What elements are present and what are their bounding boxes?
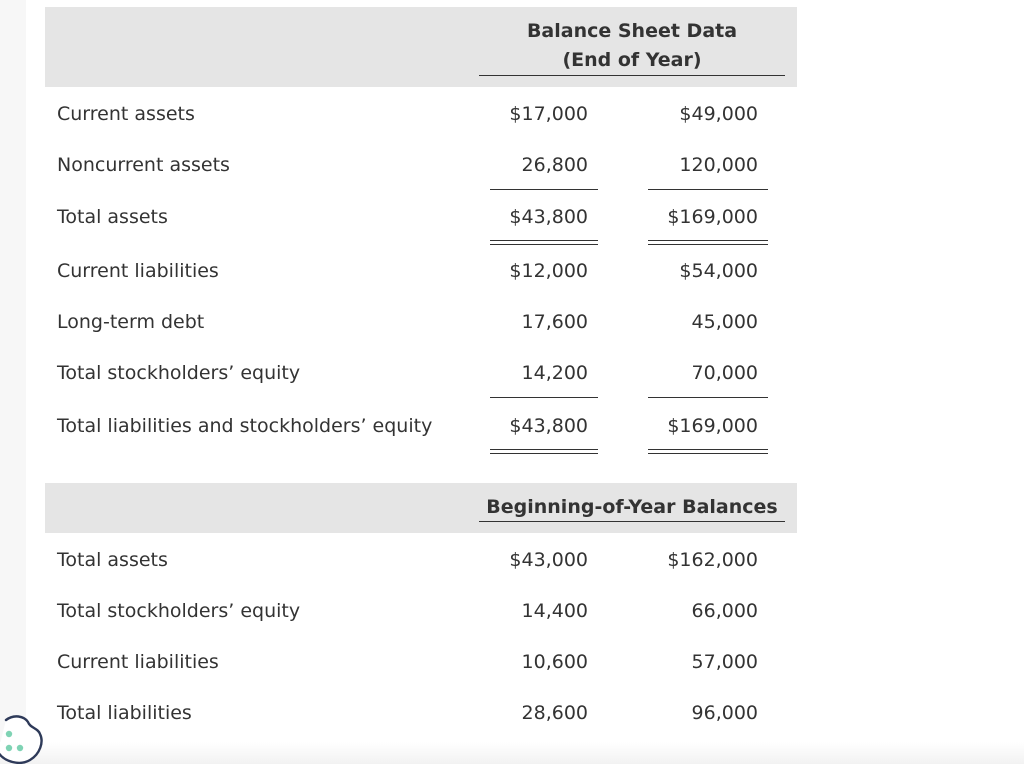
balance-sheet-title: Balance Sheet Data [526, 20, 738, 42]
total-double-rule-bottom [490, 244, 598, 245]
row-label: Current liabilities [57, 260, 219, 282]
subtotal-rule [490, 189, 598, 190]
row-value-col2: $169,000 [667, 415, 758, 437]
row-label: Total liabilities and stockholders’ equity [57, 415, 433, 437]
row-value-col2: 57,000 [691, 651, 758, 673]
subtotal-rule [490, 397, 598, 398]
row-label: Total stockholders’ equity [57, 362, 301, 384]
row-value-col2: $49,000 [679, 103, 758, 125]
total-double-rule-bottom [648, 244, 768, 245]
row-label: Total stockholders’ equity [57, 600, 301, 622]
row-value-col1: 17,600 [521, 311, 588, 333]
row-value-col1: $12,000 [509, 260, 588, 282]
row-value-col2: 70,000 [691, 362, 758, 384]
total-double-rule-top [648, 449, 768, 450]
total-double-rule-bottom [490, 453, 598, 454]
row-value-col1: 14,200 [521, 362, 588, 384]
row-label: Total assets [57, 549, 168, 571]
balance-sheet-subtitle: (End of Year) [562, 49, 702, 71]
total-double-rule-top [648, 240, 768, 241]
total-double-rule-top [490, 449, 598, 450]
row-label: Long-term debt [57, 311, 205, 333]
row-label: Noncurrent assets [57, 154, 230, 176]
row-label: Total assets [57, 206, 168, 228]
row-label: Total liabilities [57, 702, 192, 724]
row-value-col1: $17,000 [509, 103, 588, 125]
subtotal-rule [648, 189, 768, 190]
row-value-col2: 120,000 [679, 154, 758, 176]
bottom-fade [0, 742, 1024, 764]
row-value-col2: 66,000 [691, 600, 758, 622]
row-value-col2: $54,000 [679, 260, 758, 282]
total-double-rule-top [490, 240, 598, 241]
row-value-col2: 45,000 [691, 311, 758, 333]
beginning-balances-title: Beginning-of-Year Balances [486, 496, 778, 518]
row-value-col1: 10,600 [521, 651, 588, 673]
row-label: Current liabilities [57, 651, 219, 673]
row-value-col1: 28,600 [521, 702, 588, 724]
row-value-col2: $162,000 [667, 549, 758, 571]
row-value-col2: 96,000 [691, 702, 758, 724]
left-gutter [0, 0, 26, 764]
row-value-col1: $43,000 [509, 549, 588, 571]
beginning-balances-header-rule [479, 521, 785, 522]
balance-sheet-header-rule [479, 75, 785, 76]
row-value-col1: 14,400 [521, 600, 588, 622]
row-value-col2: $169,000 [667, 206, 758, 228]
subtotal-rule [648, 397, 768, 398]
row-value-col1: 26,800 [521, 154, 588, 176]
cookie-consent-icon[interactable] [0, 712, 48, 764]
row-label: Current assets [57, 103, 195, 125]
row-value-col1: $43,800 [509, 206, 588, 228]
total-double-rule-bottom [648, 453, 768, 454]
row-value-col1: $43,800 [509, 415, 588, 437]
